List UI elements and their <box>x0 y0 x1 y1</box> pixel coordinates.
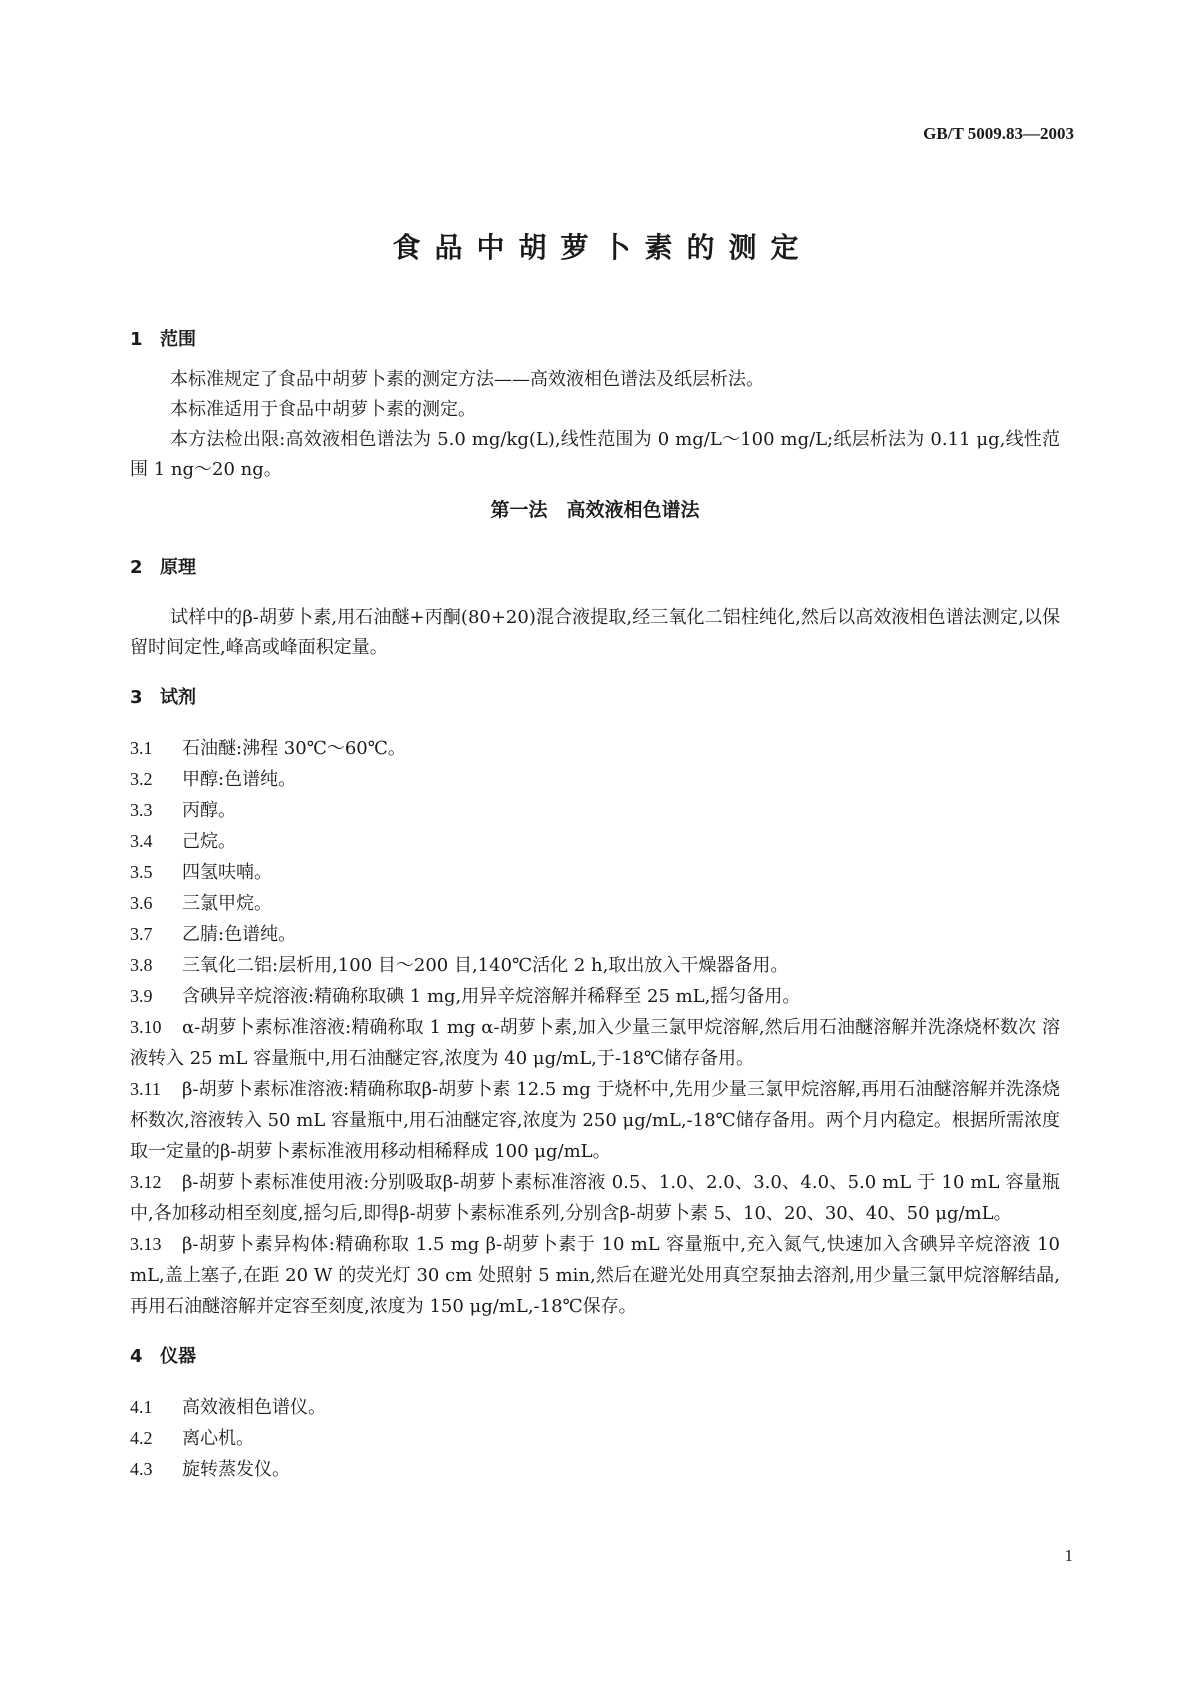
section-number: 2 <box>130 557 143 578</box>
list-item <box>130 826 1060 857</box>
standard-number: GB/T 5009.83—2003 <box>923 124 1074 143</box>
instrument-list <box>130 1392 1060 1485</box>
section-number: 4 <box>130 1346 143 1367</box>
item-number: 3.9 <box>130 986 153 1006</box>
list-item <box>130 733 1060 764</box>
document-title: 食品中胡萝卜素的测定 <box>392 231 813 264</box>
section-4-heading <box>130 1342 1060 1372</box>
method-heading: 第一法 高效液相色谱法 <box>490 499 700 521</box>
paragraph: 本标准规定了食品中胡萝卜素的测定方法——高效液相色谱法及纸层析法。 <box>170 369 764 390</box>
item-number: 3.10 <box>130 1017 162 1037</box>
item-number: 3.4 <box>130 831 153 851</box>
list-item <box>130 1423 1060 1454</box>
item-text: 离心机。 <box>182 1428 254 1449</box>
item-text: β-胡萝卜素标准溶液:精确称取β-胡萝卜素 12.5 mg 于烧杯中,先用少量三氯甲烷溶解,再用石油醚溶解并洗涤烧杯数次,溶液转入 50 mL 容量瓶中,用石油醚定容,浓度为 250 μg/mL,-18℃储存备用。两个月内稳定。根据所需浓度取一定量的β-胡萝卜素标准液用移动相稀释成 100 μg/mL。 <box>130 1079 1060 1162</box>
list-item <box>130 950 1060 981</box>
item-text: 含碘异辛烷溶液:精确称取碘 1 mg,用异辛烷溶解并稀释至 25 mL,摇匀备用。 <box>182 986 801 1007</box>
item-number: 3.5 <box>130 862 153 882</box>
item-text: 石油醚:沸程 30℃～60℃。 <box>182 738 406 759</box>
item-text: 旋转蒸发仪。 <box>182 1459 290 1480</box>
item-text: 己烷。 <box>182 831 236 852</box>
section-title: 试剂 <box>160 687 196 708</box>
item-number: 3.11 <box>130 1079 161 1099</box>
list-item <box>130 981 1060 1012</box>
section-number: 3 <box>130 687 143 708</box>
list-item <box>130 1454 1060 1485</box>
page-number: 1 <box>1064 1546 1073 1565</box>
section-number: 1 <box>130 329 143 350</box>
list-item <box>130 1392 1060 1423</box>
list-item <box>130 1167 1060 1229</box>
item-number: 4.3 <box>130 1459 153 1479</box>
list-item <box>130 919 1060 950</box>
section-title: 仪器 <box>160 1346 196 1367</box>
item-text: 甲醇:色谱纯。 <box>182 769 297 790</box>
document-body <box>130 325 1060 1485</box>
item-text: 四氢呋喃。 <box>182 862 272 883</box>
item-text: 高效液相色谱仪。 <box>182 1397 326 1418</box>
list-item <box>130 764 1060 795</box>
item-number: 3.8 <box>130 955 153 975</box>
list-item <box>130 857 1060 888</box>
item-number: 3.13 <box>130 1234 162 1254</box>
item-number: 3.7 <box>130 924 153 944</box>
item-text: β-胡萝卜素标准使用液:分别吸取β-胡萝卜素标准溶液 0.5、1.0、2.0、3.0、4.0、5.0 mL 于 10 mL 容量瓶中,各加移动相至刻度,摇匀后,即得β-胡萝卜素标准系列,分别含β-胡萝卜素 5、10、20、30、40、50 μg/mL。 <box>130 1172 1060 1224</box>
item-number: 3.2 <box>130 769 153 789</box>
item-number: 4.1 <box>130 1397 153 1417</box>
list-item <box>130 1012 1060 1074</box>
paragraph: 本方法检出限:高效液相色谱法为 5.0 mg/kg(L),线性范围为 0 mg/L～100 mg/L;纸层析法为 0.11 μg,线性范围 1 ng～20 ng。 <box>130 429 1060 480</box>
item-text: 乙腈:色谱纯。 <box>182 924 297 945</box>
item-number: 4.2 <box>130 1428 153 1448</box>
item-number: 3.6 <box>130 893 153 913</box>
item-text: β-胡萝卜素异构体:精确称取 1.5 mg β-胡萝卜素于 10 mL 容量瓶中,充入氮气,快速加入含碘异辛烷溶液 10 mL,盖上塞子,在距 20 W 的荧光灯 30 cm 处照射 5 min,然后在避光处用真空泵抽去溶剂,用少量三氯甲烷溶解结晶,再用石油醚溶解并定容至刻度,浓度为 150 μg/mL,-18℃保存。 <box>130 1234 1060 1317</box>
item-text: 三氧化二铝:层析用,100 目～200 目,140℃活化 2 h,取出放入干燥器备用。 <box>182 955 789 976</box>
item-text: 丙醇。 <box>182 800 236 821</box>
item-number: 3.3 <box>130 800 153 820</box>
paragraph: 试样中的β-胡萝卜素,用石油醚+丙酮(80+20)混合液提取,经三氧化二铝柱纯化,然后以高效液相色谱法测定,以保留时间定性,峰高或峰面积定量。 <box>130 607 1060 658</box>
section-3-heading <box>130 683 1060 713</box>
list-item <box>130 1229 1060 1322</box>
list-item <box>130 795 1060 826</box>
section-1-heading <box>130 325 1060 355</box>
paragraph: 本标准适用于食品中胡萝卜素的测定。 <box>170 399 476 420</box>
reagent-list <box>130 733 1060 1322</box>
list-item <box>130 1074 1060 1167</box>
section-2-heading <box>130 553 1060 583</box>
section-title: 范围 <box>160 329 196 350</box>
list-item <box>130 888 1060 919</box>
item-number: 3.1 <box>130 738 153 758</box>
item-number: 3.12 <box>130 1172 162 1192</box>
section-title: 原理 <box>160 557 196 578</box>
item-text: α-胡萝卜素标准溶液:精确称取 1 mg α-胡萝卜素,加入少量三氯甲烷溶解,然后用石油醚溶解并洗涤烧杯数次 溶液转入 25 mL 容量瓶中,用石油醚定容,浓度为 40 μg/mL,于-18℃储存备用。 <box>130 1017 1060 1069</box>
item-text: 三氯甲烷。 <box>182 893 272 914</box>
